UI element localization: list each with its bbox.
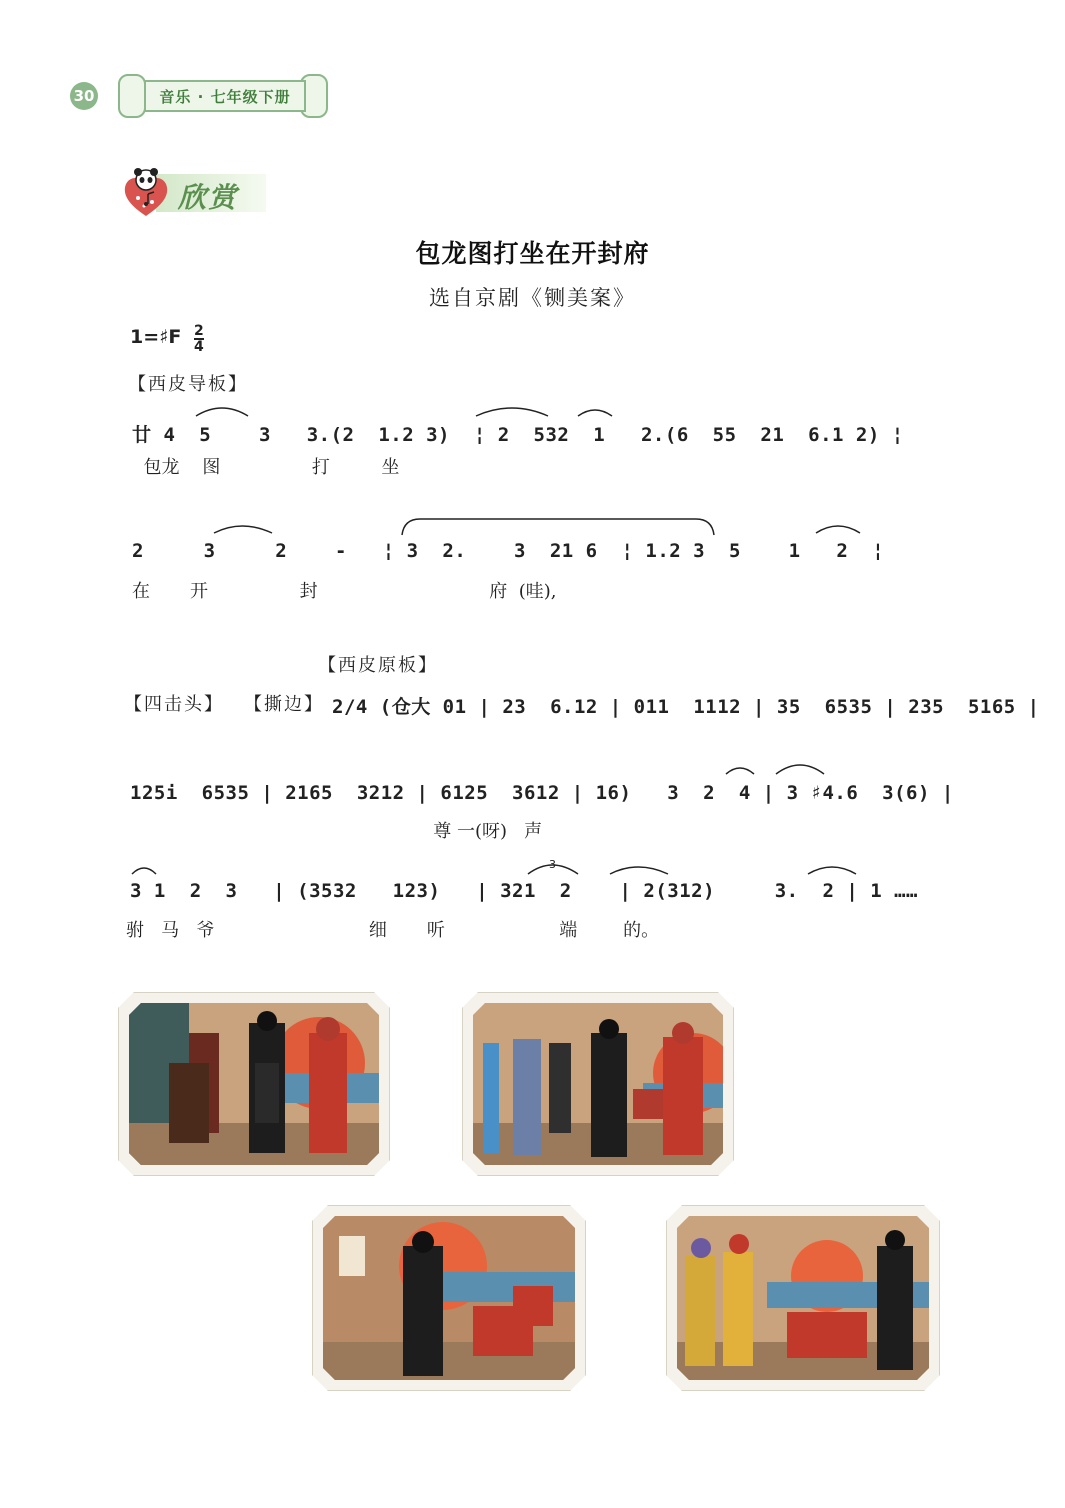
score-line-4: 125i 6535 | 2165 3212 | 6125 3612 | 16) 3 2 4 | 3 ♯4.6 3(6) |: [130, 782, 954, 804]
slur-line-5: [128, 850, 868, 884]
book-label: 音乐 · 七年级下册: [144, 80, 306, 112]
opera-photo-3-scene: [323, 1216, 575, 1380]
score-line-2: 2 3 2 - ¦ 3 2. 3 21 6 ¦ 1.2 3 5 1 2 ¦: [132, 540, 885, 562]
key-text: 1=♯F: [130, 326, 182, 348]
time-numerator: 2: [194, 323, 204, 339]
opera-photo-2: [462, 992, 734, 1176]
opera-photo-2-scene: [473, 1003, 723, 1165]
time-signature: [194, 324, 204, 354]
panda-heart-icon: [118, 166, 174, 222]
tag-left-cap: [118, 74, 146, 118]
score-line-3: 2/4 (仓大 01 | 23 6.12 | 011 1112 | 35 6535 | 235 5165 |: [332, 696, 1040, 718]
slur-line-2: [200, 515, 900, 545]
label-xipi-daoban: 【西皮导板】: [128, 374, 248, 395]
section-badge: [116, 166, 276, 222]
song-title: 包龙图打坐在开封府: [415, 239, 650, 268]
lyrics-line-2: 在 开 封 府 (哇),: [132, 581, 557, 602]
label-sibian: 【撕边】: [244, 694, 324, 715]
opera-photo-4: [666, 1205, 940, 1391]
label-sijitou: 【四击头】: [124, 694, 224, 715]
opera-photo-1: [118, 992, 390, 1176]
lyrics-line-1: 包龙 图 打 坐: [132, 457, 400, 478]
page-number: 30: [70, 82, 98, 110]
song-subtitle: 选自京剧《铡美案》: [429, 286, 636, 310]
lyrics-line-5: 驸 马 爷 细 听 端 的。: [126, 920, 660, 941]
opera-photo-1-scene: [129, 1003, 379, 1165]
score-line-1: 廿 4 5 3 3.(2 1.2 3) ¦ 2 532 1 2.(6 55 21 6.1 2) ¦: [132, 424, 904, 446]
time-denominator: 4: [194, 339, 204, 355]
lyrics-line-4: 尊 一(呀) 声: [130, 821, 543, 842]
slur-line-1: [190, 400, 890, 430]
label-xipi-yuanban: 【西皮原板】: [318, 655, 438, 676]
slur-line-4: [720, 756, 900, 786]
book-label-tag: [118, 72, 328, 118]
opera-photo-3: [312, 1205, 586, 1391]
key-signature: [130, 323, 204, 355]
svg-text:3: 3: [549, 858, 556, 871]
score-line-5: 3 1 2 3 | (3532 123) | 321 2 | 2(312) 3. 2 | 1 ……: [130, 880, 918, 902]
section-label: 欣赏: [178, 181, 239, 214]
opera-photo-4-scene: [677, 1216, 929, 1380]
